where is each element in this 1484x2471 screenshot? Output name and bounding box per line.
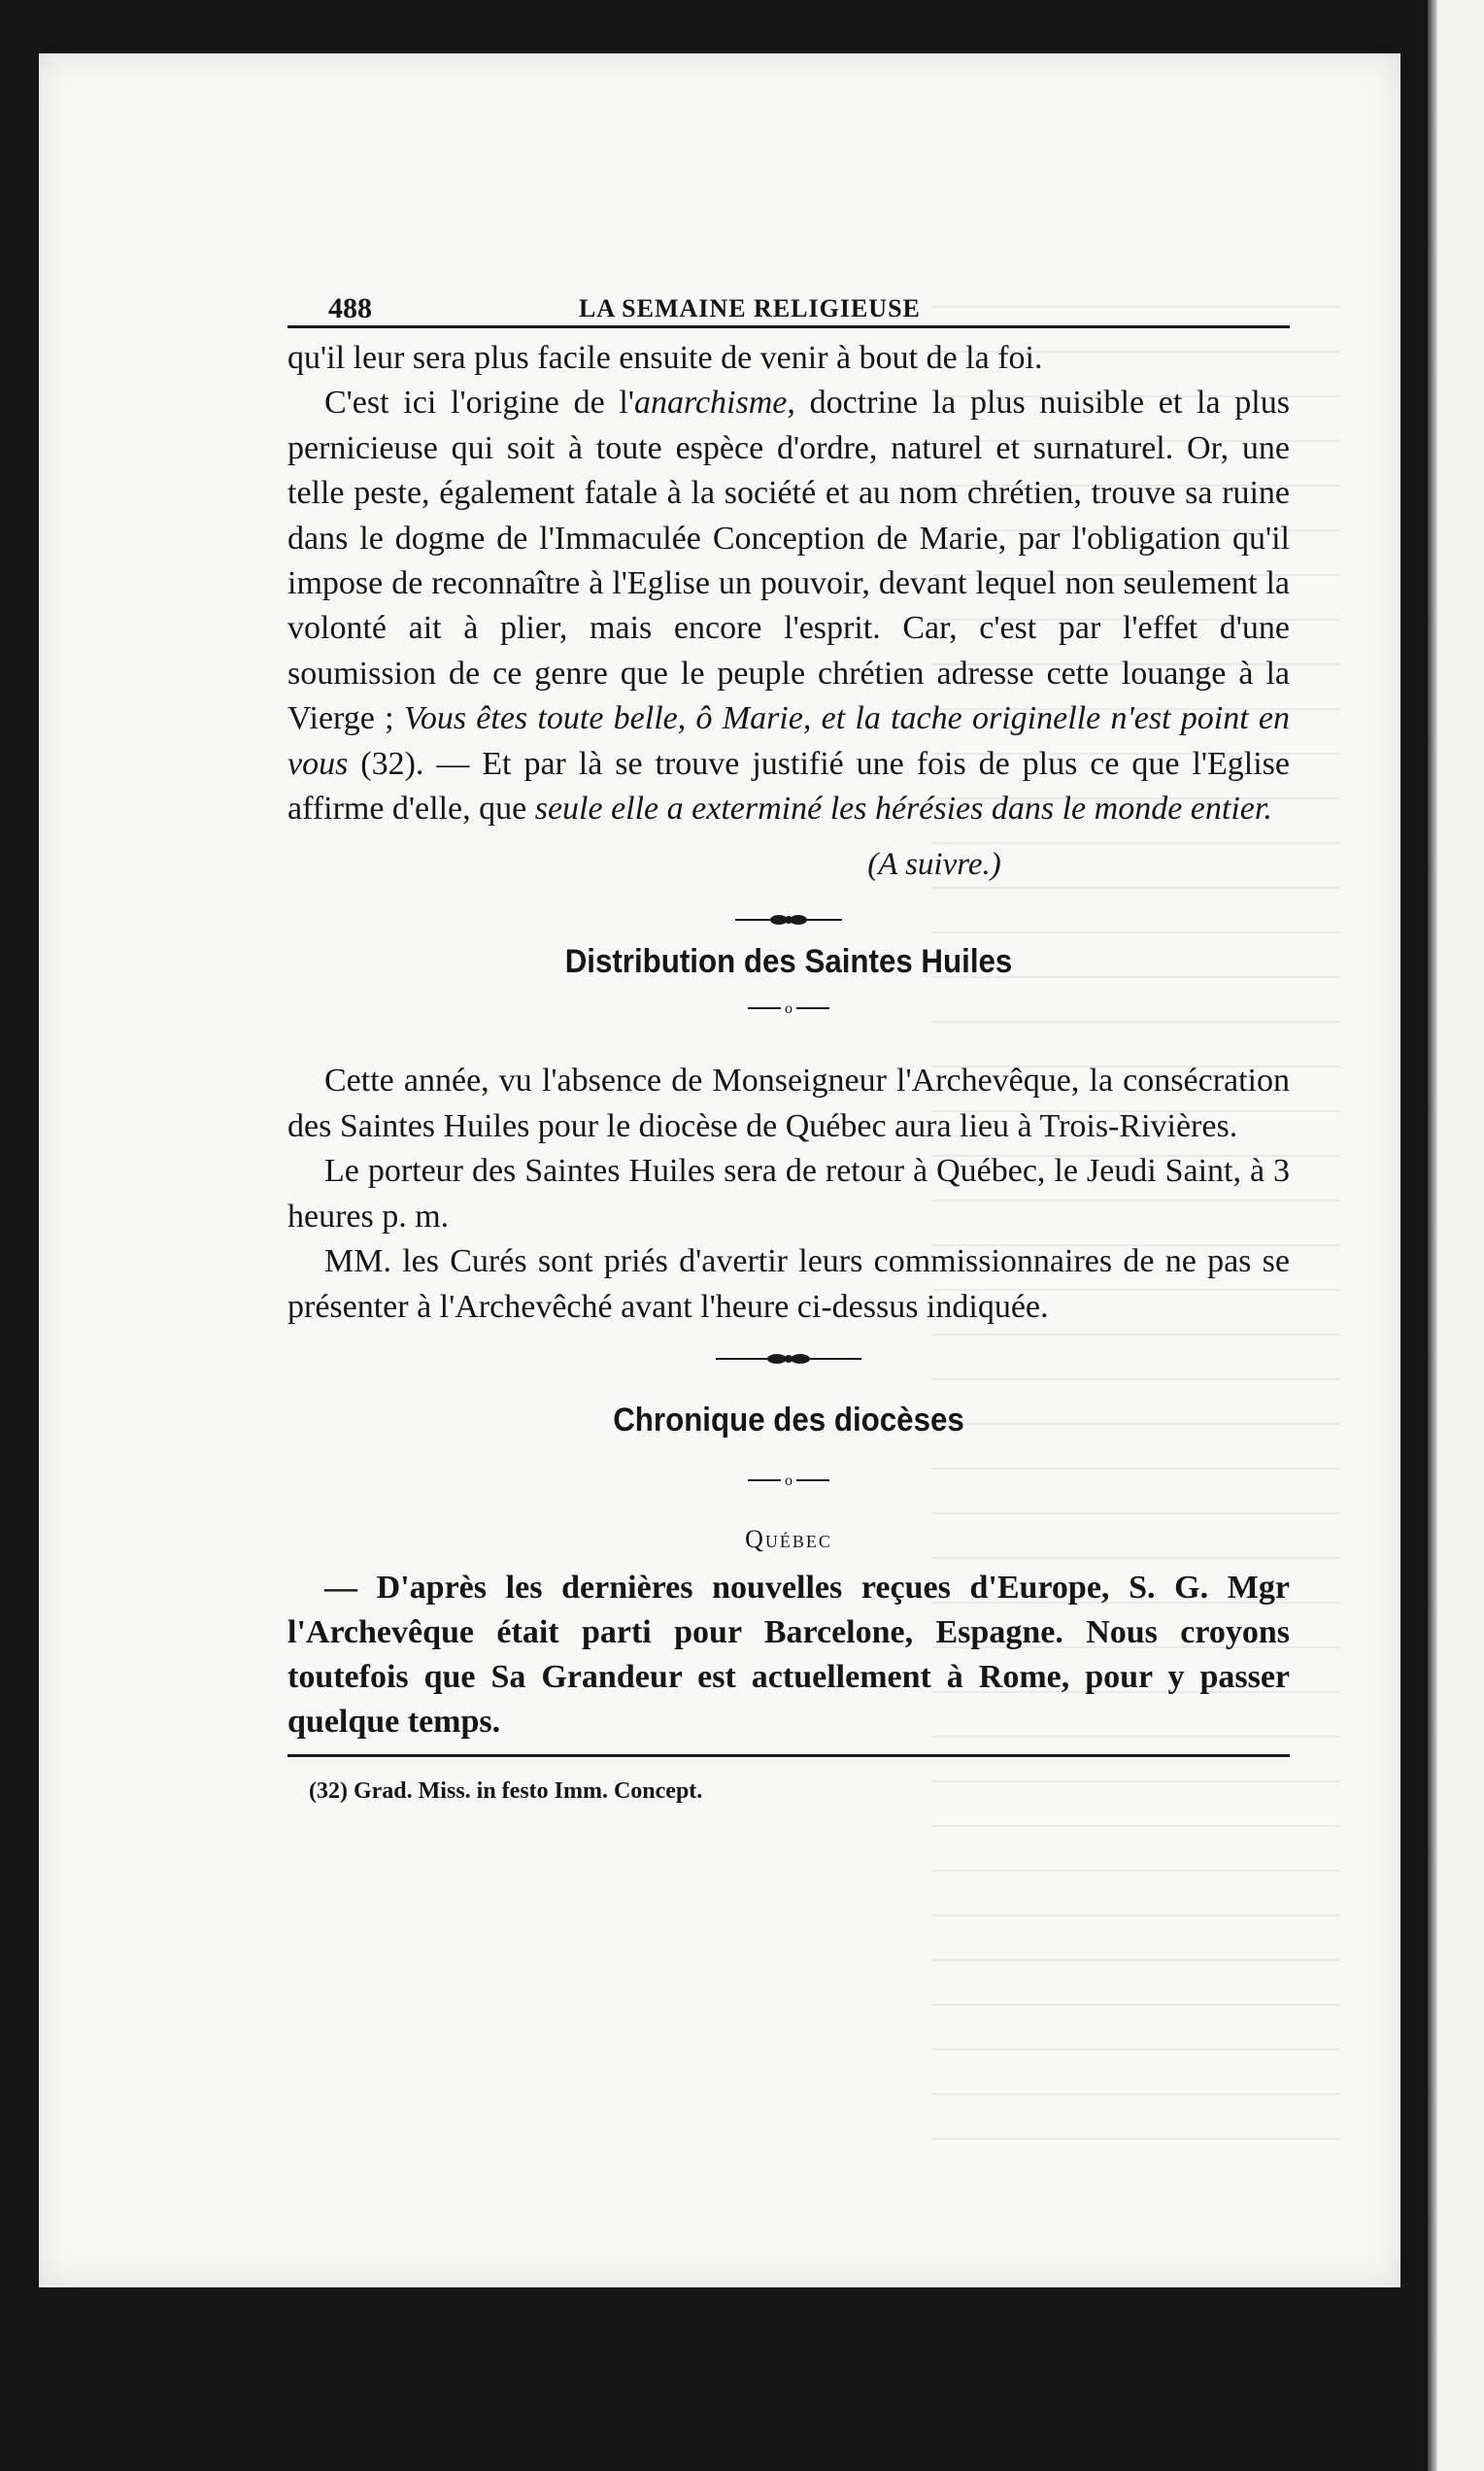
- article-body: [287, 336, 1290, 883]
- quotation-heresies: seule elle a exterminé les hérésies dans le monde entier.: [534, 791, 1272, 828]
- page-sheet: [39, 53, 1400, 2287]
- page-number: 488: [328, 292, 372, 324]
- footnote-rule: [287, 1754, 1290, 1757]
- to-be-continued: (A suivre.): [867, 847, 1001, 883]
- quotation-vierge: Vous êtes toute belle, ô Marie, et la tache originelle n'est point en vous: [287, 700, 1290, 782]
- article-paragraph-1: qu'il leur sera plus facile ensuite de venir à bout de la foi.: [287, 340, 1043, 376]
- section-title-chronicle: Chronique des diocèses: [613, 1401, 964, 1439]
- fleuron-ornament: [716, 1352, 861, 1366]
- oils-paragraph-2: Le porteur des Saintes Huiles sera de retour à Québec, le Jeudi Saint, à 3 heures p. m.: [287, 1153, 1290, 1235]
- fleuron-ornament: [735, 913, 842, 927]
- oils-paragraph-1: Cette année, vu l'absence de Monseigneur l'Archevêque, la consécration des Saintes Huiles pour le diocèse de Québec aura lieu à Trois-Rivières.: [287, 1063, 1290, 1144]
- oils-paragraph-3: MM. les Curés sont priés d'avertir leurs commissionnaires de ne pas se présenter à l'Archevêché avant l'heure ci-dessus indiquée.: [287, 1243, 1290, 1325]
- diocese-subhead: Québec: [745, 1524, 832, 1553]
- ornament-divider-1: [287, 900, 1290, 939]
- circle-rule-1: [287, 987, 1290, 1030]
- section-title-oils: Distribution des Saintes Huiles: [564, 943, 1013, 981]
- chronicle-paragraph-1: — D'après les dernières nouvelles reçues d'Europe, S. G. Mgr l'Archevêque était parti pour Barcelone, Espagne. Nous croyons toutefois que Sa Grandeur est actuellement à Rome, pour y passer quelque temps.: [287, 1569, 1290, 1740]
- footnote: (32) Grad. Miss. in festo Imm. Concept.: [309, 1777, 703, 1804]
- rule-glyph: o: [785, 1472, 793, 1487]
- article-paragraph-2: C'est ici l'origine de l'anarchisme, doctrine la plus nuisible et la plus pernicieuse qui soit à toute espèce d'ordre, naturel et surnaturel. Or, une telle peste, également fatale à la société et au nom chrétien, trouve sa ruine dans le dogme de l'Immaculée Conception de Marie, par l'obligation qu'il impose de reconnaître à l'Eglise un pouvoir, devant lequel non seulement la volonté ait à plier, mais encore l'esprit. Car, c'est par l'effet d'une soumission de ce genre que le peuple chrétien adresse cette louange à la Vierge ; Vous êtes toute belle, ô Marie, et la tache originelle n'est point en vous (32). — Et par là se trouve justifié une fois de plus ce que l'Eglise affirme d'elle, que seule elle a exterminé les hérésies dans le monde entier.: [287, 385, 1290, 828]
- ornament-divider-2: [287, 1339, 1290, 1378]
- circle-rule-2: [287, 1459, 1290, 1502]
- rule-glyph: o: [785, 1001, 793, 1016]
- facing-page-edge: [1428, 0, 1484, 2471]
- journal-title: LA SEMAINE RELIGIEUSE: [579, 294, 921, 322]
- running-head: [287, 267, 1290, 328]
- text-column: [287, 267, 1290, 1805]
- oils-body: [287, 1059, 1290, 1329]
- term-anarchisme: anarchisme: [634, 385, 788, 422]
